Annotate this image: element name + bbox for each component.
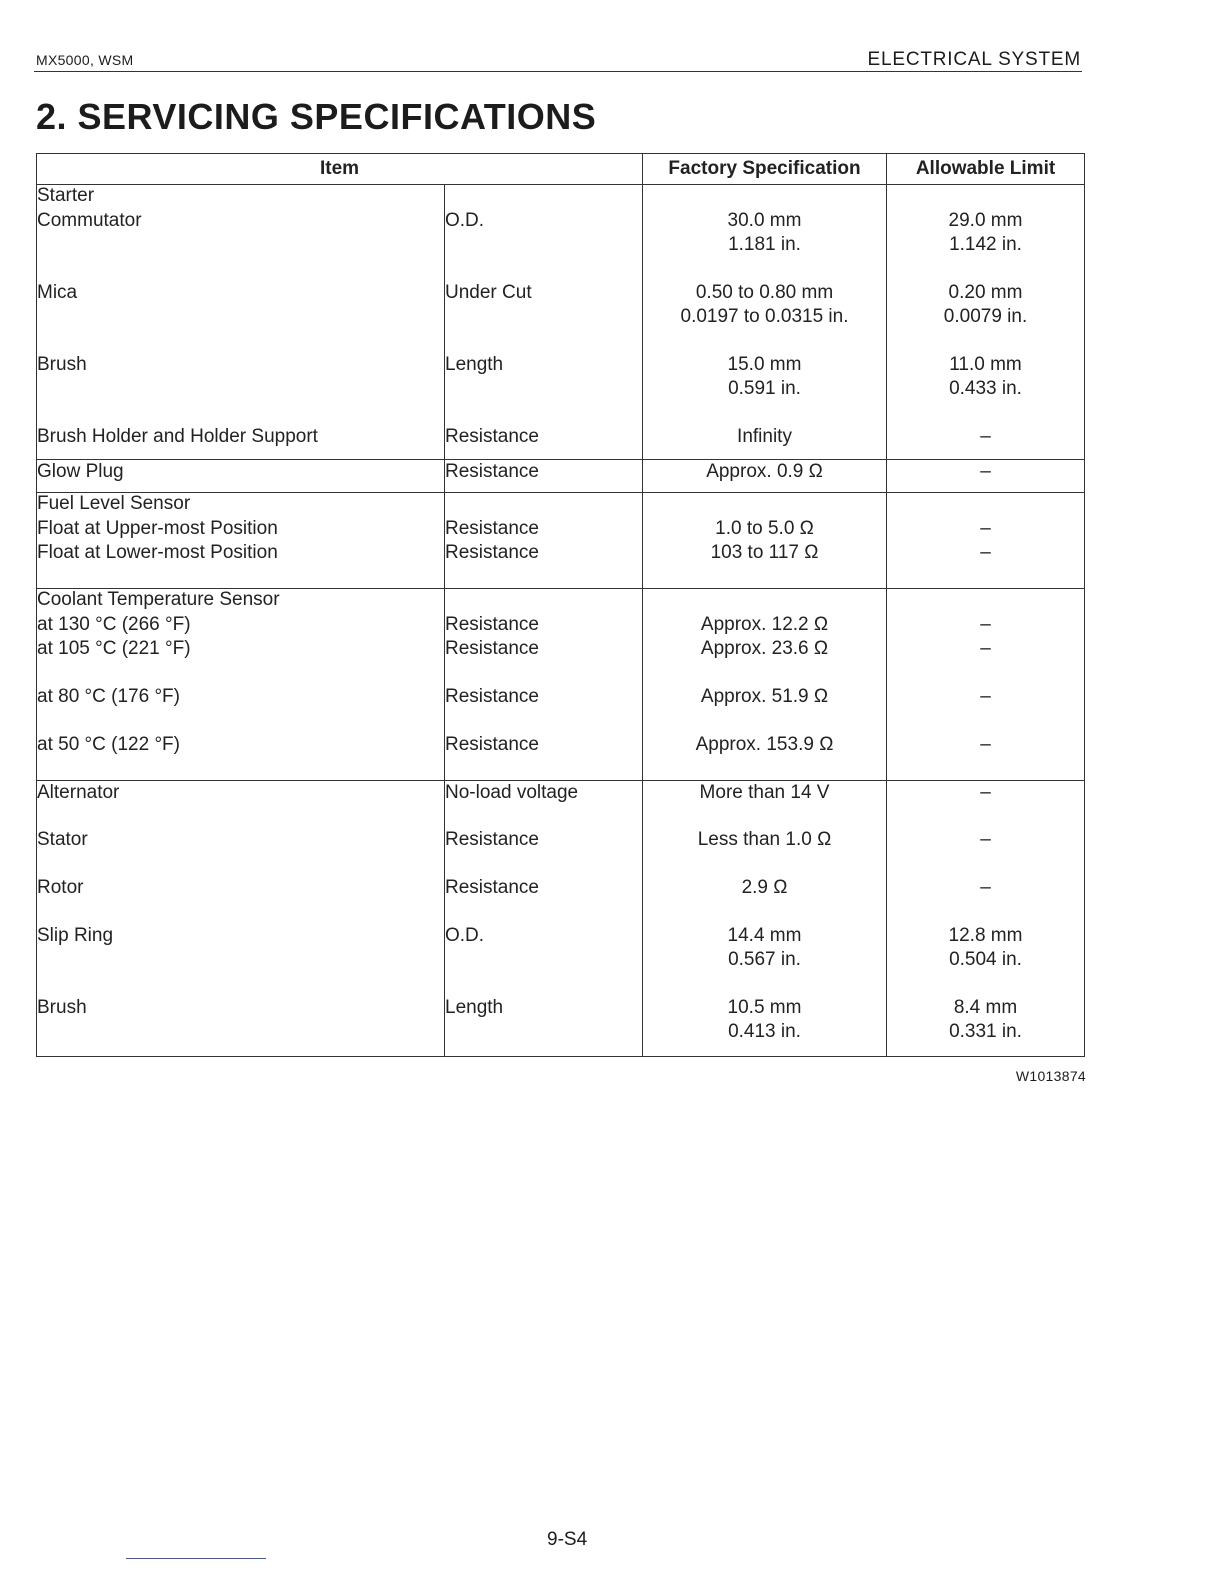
condition-cell	[445, 613, 643, 637]
allowable-limit-cell	[887, 425, 1085, 459]
allowable-limit-cell	[887, 828, 1085, 876]
item-label: Slip Ring	[37, 925, 114, 946]
table-row	[37, 209, 1085, 281]
spec-group	[37, 459, 1085, 492]
col-header-factory: Factory Specification	[643, 154, 887, 185]
factory-spec-cell	[643, 517, 887, 541]
allowable-limit-cell	[887, 613, 1085, 637]
item-cell	[37, 733, 445, 780]
allowable-limit-value: 8.4 mm	[953, 997, 1018, 1018]
allowable-limit-value: –	[980, 686, 991, 707]
table-row	[37, 733, 1085, 780]
factory-spec-value: 0.50 to 0.80 mm	[695, 282, 834, 303]
item-cell	[37, 876, 445, 924]
condition-cell	[445, 924, 643, 996]
condition-cell	[445, 733, 643, 780]
factory-spec-cell	[643, 613, 887, 637]
blank-cell	[445, 492, 643, 517]
item-cell	[37, 541, 445, 589]
table-row	[37, 353, 1085, 425]
allowable-limit-value: –	[980, 781, 991, 803]
condition-cell	[445, 353, 643, 425]
header-divider	[34, 71, 1082, 72]
allowable-limit-cell	[887, 209, 1085, 281]
condition-cell	[445, 780, 643, 828]
group-title-row	[37, 185, 1085, 210]
spec-group	[37, 780, 1085, 1056]
blank-cell	[887, 589, 1085, 614]
group-title: Starter	[37, 185, 445, 210]
footer-line	[126, 1558, 266, 1559]
item-label: Brush Holder and Holder Support	[37, 426, 318, 447]
factory-spec-value: Approx. 51.9 Ω	[700, 686, 829, 707]
allowable-limit-cell	[887, 517, 1085, 541]
allowable-limit-cell	[887, 353, 1085, 425]
header-section-name: ELECTRICAL SYSTEM	[867, 49, 1081, 70]
allowable-limit-cell	[887, 780, 1085, 828]
factory-spec-value: Less than 1.0 Ω	[697, 829, 832, 850]
factory-spec-value: 1.181 in.	[728, 234, 801, 255]
allowable-limit-cell	[887, 876, 1085, 924]
item-label: at 105 °C (221 °F)	[37, 638, 191, 659]
allowable-limit-cell	[887, 733, 1085, 780]
blank-cell	[643, 589, 887, 614]
table-row	[37, 685, 1085, 733]
item-cell	[37, 517, 445, 541]
allowable-limit-value: 29.0 mm	[948, 210, 1023, 231]
condition-label: Resistance	[445, 517, 539, 539]
condition-cell	[445, 996, 643, 1056]
group-title-row	[37, 492, 1085, 517]
condition-label: Resistance	[445, 877, 539, 898]
condition-cell	[445, 876, 643, 924]
factory-spec-cell	[643, 924, 887, 996]
factory-spec-value: 0.0197 to 0.0315 in.	[680, 306, 849, 327]
condition-label: Resistance	[445, 686, 539, 707]
factory-spec-value: Approx. 12.2 Ω	[700, 614, 829, 635]
allowable-limit-cell	[887, 637, 1085, 685]
condition-label: Resistance	[445, 614, 539, 635]
factory-spec-value: 2.9 Ω	[741, 877, 788, 898]
item-label: Commutator	[37, 210, 142, 231]
factory-spec-cell	[643, 733, 887, 780]
item-label: at 50 °C (122 °F)	[37, 734, 180, 755]
table-row	[37, 637, 1085, 685]
allowable-limit-value: –	[980, 426, 991, 447]
condition-label: Resistance	[445, 829, 539, 850]
blank-cell	[887, 492, 1085, 517]
item-label: Glow Plug	[37, 460, 124, 482]
item-cell	[37, 459, 445, 492]
allowable-limit-value: –	[980, 614, 991, 635]
item-cell	[37, 425, 445, 459]
item-label: Stator	[37, 829, 88, 850]
spec-table	[36, 153, 1085, 1057]
group-title: Coolant Temperature Sensor	[37, 589, 445, 614]
factory-spec-cell	[643, 459, 887, 492]
table-row	[37, 924, 1085, 996]
allowable-limit-cell	[887, 541, 1085, 589]
item-cell	[37, 613, 445, 637]
allowable-limit-value: 12.8 mm	[948, 925, 1023, 946]
allowable-limit-value: 0.433 in.	[949, 378, 1022, 399]
item-cell	[37, 209, 445, 281]
item-label: Mica	[37, 282, 78, 303]
page-number: 9-S4	[547, 1529, 588, 1550]
condition-label: Resistance	[445, 460, 539, 482]
col-header-limit: Allowable Limit	[887, 154, 1085, 185]
condition-label: Resistance	[445, 638, 539, 659]
condition-label: Resistance	[445, 541, 539, 563]
table-row	[37, 876, 1085, 924]
table-row	[37, 517, 1085, 541]
blank-cell	[887, 185, 1085, 210]
table-header-row	[37, 154, 1085, 185]
factory-spec-cell	[643, 637, 887, 685]
item-label: at 80 °C (176 °F)	[37, 686, 180, 707]
factory-spec-cell	[643, 425, 887, 459]
condition-cell	[445, 828, 643, 876]
factory-spec-value: 1.0 to 5.0 Ω	[715, 517, 814, 539]
group-title-row	[37, 589, 1085, 614]
factory-spec-cell	[643, 996, 887, 1056]
table-row	[37, 459, 1085, 492]
factory-spec-cell	[643, 541, 887, 589]
factory-spec-value: 10.5 mm	[727, 997, 802, 1018]
condition-label: No-load voltage	[445, 781, 579, 803]
table-row	[37, 780, 1085, 828]
condition-cell	[445, 637, 643, 685]
condition-label: Resistance	[445, 734, 539, 755]
table-row	[37, 281, 1085, 353]
item-label: Brush	[37, 354, 87, 375]
condition-cell	[445, 459, 643, 492]
spec-group	[37, 185, 1085, 460]
allowable-limit-value: –	[980, 541, 991, 563]
factory-spec-value: More than 14 V	[699, 781, 830, 803]
factory-spec-cell	[643, 876, 887, 924]
condition-cell	[445, 517, 643, 541]
allowable-limit-value: 0.0079 in.	[943, 306, 1028, 327]
item-cell	[37, 780, 445, 828]
condition-cell	[445, 425, 643, 459]
item-cell	[37, 353, 445, 425]
condition-label: Length	[445, 997, 504, 1018]
blank-cell	[445, 589, 643, 614]
allowable-limit-value: –	[980, 638, 991, 659]
table-row	[37, 541, 1085, 589]
table-row	[37, 828, 1085, 876]
table-row	[37, 425, 1085, 459]
allowable-limit-value: 11.0 mm	[949, 354, 1022, 375]
condition-label: Under Cut	[445, 282, 532, 303]
item-label: Alternator	[37, 781, 120, 803]
col-header-item: Item	[37, 154, 643, 185]
table-row	[37, 613, 1085, 637]
item-cell	[37, 924, 445, 996]
factory-spec-cell	[643, 780, 887, 828]
item-label: Brush	[37, 997, 87, 1018]
item-label: Float at Lower-most Position	[37, 541, 278, 563]
item-cell	[37, 685, 445, 733]
page-title: 2. SERVICING SPECIFICATIONS	[36, 96, 597, 137]
spec-group	[37, 492, 1085, 589]
factory-spec-value: 0.567 in.	[728, 949, 801, 970]
spec-group	[37, 589, 1085, 781]
blank-cell	[445, 185, 643, 210]
allowable-limit-value: 0.331 in.	[949, 1021, 1022, 1042]
factory-spec-value: 14.4 mm	[727, 925, 802, 946]
factory-spec-cell	[643, 209, 887, 281]
item-cell	[37, 637, 445, 685]
allowable-limit-value: –	[980, 460, 991, 482]
condition-cell	[445, 281, 643, 353]
blank-cell	[643, 492, 887, 517]
item-label: at 130 °C (266 °F)	[37, 614, 191, 635]
item-label: Float at Upper-most Position	[37, 517, 278, 539]
factory-spec-value: 15.0 mm	[727, 354, 802, 375]
condition-label: Resistance	[445, 426, 539, 447]
allowable-limit-value: –	[980, 877, 991, 898]
factory-spec-value: Approx. 153.9 Ω	[695, 734, 834, 755]
condition-cell	[445, 685, 643, 733]
item-cell	[37, 281, 445, 353]
allowable-limit-value: –	[980, 517, 991, 539]
factory-spec-value: 30.0 mm	[727, 210, 802, 231]
allowable-limit-value: –	[980, 829, 991, 850]
header-manual-name: MX5000, WSM	[36, 52, 134, 68]
factory-spec-cell	[643, 685, 887, 733]
item-label: Rotor	[37, 877, 84, 898]
allowable-limit-cell	[887, 924, 1085, 996]
blank-cell	[643, 185, 887, 210]
allowable-limit-cell	[887, 685, 1085, 733]
item-cell	[37, 828, 445, 876]
factory-spec-cell	[643, 281, 887, 353]
allowable-limit-value: 1.142 in.	[949, 234, 1022, 255]
factory-spec-value: Approx. 0.9 Ω	[706, 460, 823, 482]
factory-spec-cell	[643, 353, 887, 425]
condition-cell	[445, 209, 643, 281]
table-row	[37, 996, 1085, 1056]
allowable-limit-cell	[887, 281, 1085, 353]
factory-spec-value: 0.591 in.	[728, 378, 801, 399]
allowable-limit-value: –	[980, 734, 991, 755]
factory-spec-value: Approx. 23.6 Ω	[700, 638, 829, 659]
factory-spec-value: 0.413 in.	[728, 1021, 801, 1042]
document-code: W1013874	[1015, 1068, 1086, 1084]
condition-label: Length	[445, 354, 504, 375]
factory-spec-value: Infinity	[737, 426, 792, 447]
item-cell	[37, 996, 445, 1056]
allowable-limit-value: 0.504 in.	[949, 949, 1022, 970]
group-title: Fuel Level Sensor	[37, 492, 445, 517]
condition-label: O.D.	[445, 210, 485, 231]
factory-spec-cell	[643, 828, 887, 876]
allowable-limit-cell	[887, 459, 1085, 492]
condition-label: O.D.	[445, 925, 485, 946]
condition-cell	[445, 541, 643, 589]
allowable-limit-cell	[887, 996, 1085, 1056]
factory-spec-value: 103 to 117 Ω	[710, 541, 819, 563]
allowable-limit-value: 0.20 mm	[948, 282, 1023, 303]
